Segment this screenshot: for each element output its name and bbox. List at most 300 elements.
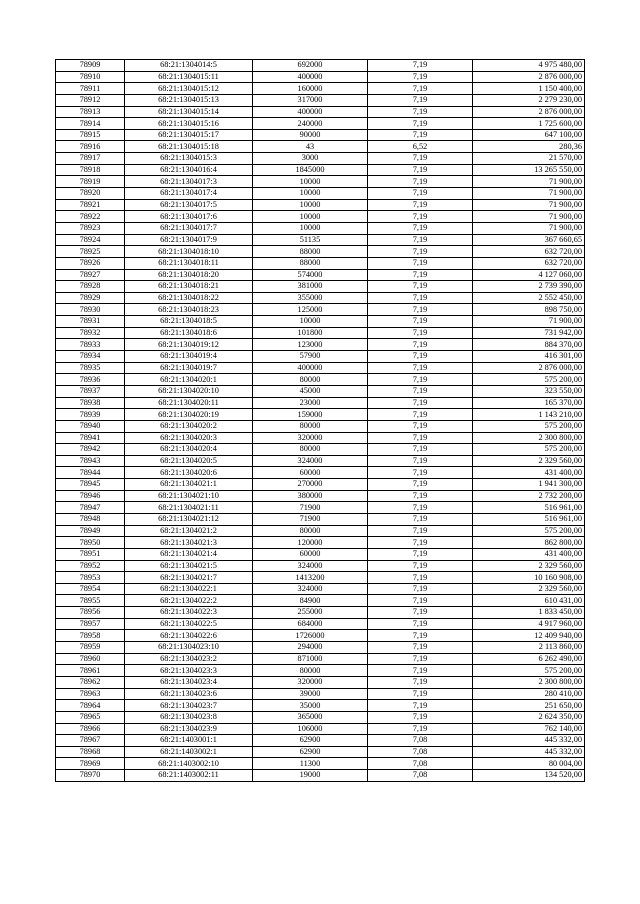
cadastral-number-cell: 68:21:1304020:10 bbox=[125, 385, 253, 397]
row-number-cell: 78956 bbox=[56, 607, 125, 619]
cadastral-number-cell: 68:21:1304017:6 bbox=[125, 211, 253, 223]
table-row bbox=[56, 141, 585, 153]
cadastral-number-cell: 68:21:1403002:10 bbox=[125, 758, 253, 770]
area-cell: 35000 bbox=[253, 700, 368, 712]
row-number-cell: 78936 bbox=[56, 374, 125, 386]
area-cell: 1413200 bbox=[253, 572, 368, 584]
cadastral-value-cell: 1 150 400,00 bbox=[473, 83, 585, 95]
cadastral-value-cell: 12 409 940,00 bbox=[473, 630, 585, 642]
area-cell: 684000 bbox=[253, 618, 368, 630]
row-number-cell: 78940 bbox=[56, 420, 125, 432]
rate-cell: 7,19 bbox=[368, 525, 473, 537]
table-row bbox=[56, 676, 585, 688]
row-number-cell: 78970 bbox=[56, 770, 125, 782]
row-number-cell: 78966 bbox=[56, 723, 125, 735]
cadastral-value-cell: 647 100,00 bbox=[473, 129, 585, 141]
table-row bbox=[56, 642, 585, 654]
row-number-cell: 78967 bbox=[56, 735, 125, 747]
row-number-cell: 78918 bbox=[56, 164, 125, 176]
table-row bbox=[56, 304, 585, 316]
rate-cell: 7,19 bbox=[368, 630, 473, 642]
cadastral-value-cell: 2 279 230,00 bbox=[473, 94, 585, 106]
cadastral-value-cell: 251 650,00 bbox=[473, 700, 585, 712]
row-number-cell: 78964 bbox=[56, 700, 125, 712]
cadastral-number-cell: 68:21:1304019:7 bbox=[125, 362, 253, 374]
table-row bbox=[56, 339, 585, 351]
cadastral-value-cell: 10 160 908,00 bbox=[473, 572, 585, 584]
table-row bbox=[56, 537, 585, 549]
cadastral-value-cell: 71 900,00 bbox=[473, 211, 585, 223]
area-cell: 270000 bbox=[253, 479, 368, 491]
cadastral-value-cell: 632 720,00 bbox=[473, 246, 585, 258]
rate-cell: 7,19 bbox=[368, 432, 473, 444]
rate-cell: 7,19 bbox=[368, 700, 473, 712]
rate-cell: 7,19 bbox=[368, 188, 473, 200]
table-row bbox=[56, 246, 585, 258]
table-row bbox=[56, 572, 585, 584]
area-cell: 43 bbox=[253, 141, 368, 153]
table-row bbox=[56, 630, 585, 642]
cadastral-value-cell: 431 400,00 bbox=[473, 467, 585, 479]
cadastral-value-cell: 4 975 480,00 bbox=[473, 60, 585, 72]
table-row bbox=[56, 351, 585, 363]
area-cell: 255000 bbox=[253, 607, 368, 619]
area-cell: 1845000 bbox=[253, 164, 368, 176]
cadastral-number-cell: 68:21:1304023:9 bbox=[125, 723, 253, 735]
cadastral-value-cell: 367 660,65 bbox=[473, 234, 585, 246]
row-number-cell: 78959 bbox=[56, 642, 125, 654]
cadastral-number-cell: 68:21:1304020:6 bbox=[125, 467, 253, 479]
table-row bbox=[56, 292, 585, 304]
cadastral-number-cell: 68:21:1304015:3 bbox=[125, 153, 253, 165]
area-cell: 60000 bbox=[253, 467, 368, 479]
cadastral-value-table bbox=[55, 59, 585, 782]
table-row bbox=[56, 607, 585, 619]
cadastral-number-cell: 68:21:1304015:12 bbox=[125, 83, 253, 95]
row-number-cell: 78960 bbox=[56, 653, 125, 665]
table-row bbox=[56, 129, 585, 141]
rate-cell: 7,08 bbox=[368, 758, 473, 770]
row-number-cell: 78943 bbox=[56, 455, 125, 467]
rate-cell: 7,19 bbox=[368, 723, 473, 735]
row-number-cell: 78930 bbox=[56, 304, 125, 316]
table-row bbox=[56, 316, 585, 328]
row-number-cell: 78961 bbox=[56, 665, 125, 677]
table-row bbox=[56, 222, 585, 234]
cadastral-number-cell: 68:21:1304019:4 bbox=[125, 351, 253, 363]
cadastral-number-cell: 68:21:1304015:16 bbox=[125, 118, 253, 130]
rate-cell: 7,19 bbox=[368, 502, 473, 514]
cadastral-value-cell: 2 300 800,00 bbox=[473, 676, 585, 688]
area-cell: 320000 bbox=[253, 676, 368, 688]
cadastral-number-cell: 68:21:1304018:20 bbox=[125, 269, 253, 281]
row-number-cell: 78927 bbox=[56, 269, 125, 281]
table-row bbox=[56, 479, 585, 491]
table-row bbox=[56, 234, 585, 246]
cadastral-number-cell: 68:21:1304023:3 bbox=[125, 665, 253, 677]
area-cell: 400000 bbox=[253, 106, 368, 118]
cadastral-number-cell: 68:21:1304021:11 bbox=[125, 502, 253, 514]
rate-cell: 7,19 bbox=[368, 339, 473, 351]
area-cell: 400000 bbox=[253, 362, 368, 374]
row-number-cell: 78954 bbox=[56, 583, 125, 595]
area-cell: 62900 bbox=[253, 746, 368, 758]
rate-cell: 7,19 bbox=[368, 665, 473, 677]
area-cell: 23000 bbox=[253, 397, 368, 409]
table-row bbox=[56, 71, 585, 83]
cadastral-value-cell: 2 876 000,00 bbox=[473, 362, 585, 374]
table-row bbox=[56, 746, 585, 758]
cadastral-number-cell: 68:21:1304017:5 bbox=[125, 199, 253, 211]
area-cell: 60000 bbox=[253, 548, 368, 560]
rate-cell: 7,19 bbox=[368, 642, 473, 654]
rate-cell: 7,19 bbox=[368, 246, 473, 258]
rate-cell: 7,19 bbox=[368, 304, 473, 316]
row-number-cell: 78928 bbox=[56, 281, 125, 293]
cadastral-value-cell: 71 900,00 bbox=[473, 222, 585, 234]
cadastral-number-cell: 68:21:1304020:5 bbox=[125, 455, 253, 467]
rate-cell: 7,19 bbox=[368, 269, 473, 281]
row-number-cell: 78937 bbox=[56, 385, 125, 397]
cadastral-value-cell: 13 265 550,00 bbox=[473, 164, 585, 176]
table-row bbox=[56, 525, 585, 537]
cadastral-value-cell: 416 301,00 bbox=[473, 351, 585, 363]
table-row bbox=[56, 502, 585, 514]
rate-cell: 7,19 bbox=[368, 583, 473, 595]
cadastral-number-cell: 68:21:1304018:11 bbox=[125, 257, 253, 269]
rate-cell: 7,19 bbox=[368, 71, 473, 83]
cadastral-value-cell: 1 941 300,00 bbox=[473, 479, 585, 491]
area-cell: 106000 bbox=[253, 723, 368, 735]
row-number-cell: 78931 bbox=[56, 316, 125, 328]
row-number-cell: 78957 bbox=[56, 618, 125, 630]
row-number-cell: 78935 bbox=[56, 362, 125, 374]
table-row bbox=[56, 665, 585, 677]
row-number-cell: 78968 bbox=[56, 746, 125, 758]
area-cell: 3000 bbox=[253, 153, 368, 165]
cadastral-number-cell: 68:21:1304017:9 bbox=[125, 234, 253, 246]
row-number-cell: 78951 bbox=[56, 548, 125, 560]
cadastral-number-cell: 68:21:1304022:5 bbox=[125, 618, 253, 630]
area-cell: 320000 bbox=[253, 432, 368, 444]
table-row bbox=[56, 560, 585, 572]
rate-cell: 7,19 bbox=[368, 164, 473, 176]
cadastral-number-cell: 68:21:1304022:2 bbox=[125, 595, 253, 607]
table-row bbox=[56, 595, 585, 607]
cadastral-value-cell: 431 400,00 bbox=[473, 548, 585, 560]
area-cell: 10000 bbox=[253, 199, 368, 211]
row-number-cell: 78947 bbox=[56, 502, 125, 514]
table-row bbox=[56, 513, 585, 525]
row-number-cell: 78914 bbox=[56, 118, 125, 130]
table-row bbox=[56, 362, 585, 374]
area-cell: 365000 bbox=[253, 711, 368, 723]
rate-cell: 7,19 bbox=[368, 688, 473, 700]
table-row bbox=[56, 467, 585, 479]
rate-cell: 7,19 bbox=[368, 467, 473, 479]
row-number-cell: 78924 bbox=[56, 234, 125, 246]
cadastral-number-cell: 68:21:1304017:7 bbox=[125, 222, 253, 234]
row-number-cell: 78916 bbox=[56, 141, 125, 153]
cadastral-number-cell: 68:21:1304020:1 bbox=[125, 374, 253, 386]
area-cell: 324000 bbox=[253, 583, 368, 595]
cadastral-number-cell: 68:21:1304015:13 bbox=[125, 94, 253, 106]
cadastral-number-cell: 68:21:1304016:4 bbox=[125, 164, 253, 176]
rate-cell: 7,19 bbox=[368, 595, 473, 607]
cadastral-value-cell: 2 624 350,00 bbox=[473, 711, 585, 723]
table-row bbox=[56, 211, 585, 223]
table-row bbox=[56, 60, 585, 72]
row-number-cell: 78945 bbox=[56, 479, 125, 491]
cadastral-number-cell: 68:21:1304014:5 bbox=[125, 60, 253, 72]
cadastral-number-cell: 68:21:1304018:23 bbox=[125, 304, 253, 316]
row-number-cell: 78958 bbox=[56, 630, 125, 642]
table-row bbox=[56, 94, 585, 106]
row-number-cell: 78938 bbox=[56, 397, 125, 409]
rate-cell: 7,19 bbox=[368, 409, 473, 421]
area-cell: 80000 bbox=[253, 444, 368, 456]
table-row bbox=[56, 257, 585, 269]
area-cell: 71900 bbox=[253, 502, 368, 514]
table-row bbox=[56, 618, 585, 630]
rate-cell: 7,19 bbox=[368, 234, 473, 246]
area-cell: 125000 bbox=[253, 304, 368, 316]
cadastral-number-cell: 68:21:1304023:8 bbox=[125, 711, 253, 723]
row-number-cell: 78929 bbox=[56, 292, 125, 304]
row-number-cell: 78934 bbox=[56, 351, 125, 363]
cadastral-number-cell: 68:21:1304023:4 bbox=[125, 676, 253, 688]
row-number-cell: 78923 bbox=[56, 222, 125, 234]
area-cell: 80000 bbox=[253, 374, 368, 386]
row-number-cell: 78939 bbox=[56, 409, 125, 421]
area-cell: 84900 bbox=[253, 595, 368, 607]
table-row bbox=[56, 397, 585, 409]
rate-cell: 7,19 bbox=[368, 94, 473, 106]
rate-cell: 7,19 bbox=[368, 199, 473, 211]
rate-cell: 7,19 bbox=[368, 560, 473, 572]
cadastral-number-cell: 68:21:1304018:10 bbox=[125, 246, 253, 258]
cadastral-value-cell: 610 431,00 bbox=[473, 595, 585, 607]
rate-cell: 7,19 bbox=[368, 292, 473, 304]
area-cell: 380000 bbox=[253, 490, 368, 502]
cadastral-number-cell: 68:21:1304018:6 bbox=[125, 327, 253, 339]
rate-cell: 7,19 bbox=[368, 327, 473, 339]
cadastral-value-cell: 1 725 600,00 bbox=[473, 118, 585, 130]
cadastral-number-cell: 68:21:1304023:10 bbox=[125, 642, 253, 654]
rate-cell: 7,19 bbox=[368, 129, 473, 141]
row-number-cell: 78917 bbox=[56, 153, 125, 165]
cadastral-number-cell: 68:21:1304023:2 bbox=[125, 653, 253, 665]
table-row bbox=[56, 688, 585, 700]
cadastral-value-cell: 731 942,00 bbox=[473, 327, 585, 339]
cadastral-number-cell: 68:21:1304022:6 bbox=[125, 630, 253, 642]
area-cell: 10000 bbox=[253, 188, 368, 200]
row-number-cell: 78962 bbox=[56, 676, 125, 688]
table-row bbox=[56, 164, 585, 176]
cadastral-value-cell: 165 370,00 bbox=[473, 397, 585, 409]
table-row bbox=[56, 385, 585, 397]
cadastral-number-cell: 68:21:1304015:14 bbox=[125, 106, 253, 118]
table-row bbox=[56, 653, 585, 665]
table-row bbox=[56, 735, 585, 747]
area-cell: 10000 bbox=[253, 316, 368, 328]
rate-cell: 7,19 bbox=[368, 118, 473, 130]
area-cell: 10000 bbox=[253, 211, 368, 223]
table-row bbox=[56, 548, 585, 560]
area-cell: 90000 bbox=[253, 129, 368, 141]
cadastral-number-cell: 68:21:1304021:4 bbox=[125, 548, 253, 560]
table-row bbox=[56, 490, 585, 502]
area-cell: 324000 bbox=[253, 455, 368, 467]
rate-cell: 7,19 bbox=[368, 607, 473, 619]
rate-cell: 7,19 bbox=[368, 316, 473, 328]
area-cell: 355000 bbox=[253, 292, 368, 304]
cadastral-value-cell: 80 004,00 bbox=[473, 758, 585, 770]
rate-cell: 7,19 bbox=[368, 211, 473, 223]
cadastral-number-cell: 68:21:1304023:6 bbox=[125, 688, 253, 700]
cadastral-value-cell: 2 329 560,00 bbox=[473, 560, 585, 572]
area-cell: 317000 bbox=[253, 94, 368, 106]
table-row bbox=[56, 420, 585, 432]
cadastral-number-cell: 68:21:1304020:19 bbox=[125, 409, 253, 421]
rate-cell: 7,19 bbox=[368, 444, 473, 456]
cadastral-value-cell: 1 833 450,00 bbox=[473, 607, 585, 619]
cadastral-number-cell: 68:21:1304018:22 bbox=[125, 292, 253, 304]
row-number-cell: 78910 bbox=[56, 71, 125, 83]
row-number-cell: 78952 bbox=[56, 560, 125, 572]
area-cell: 871000 bbox=[253, 653, 368, 665]
row-number-cell: 78926 bbox=[56, 257, 125, 269]
area-cell: 80000 bbox=[253, 665, 368, 677]
area-cell: 80000 bbox=[253, 420, 368, 432]
rate-cell: 7,19 bbox=[368, 455, 473, 467]
row-number-cell: 78955 bbox=[56, 595, 125, 607]
cadastral-value-cell: 575 200,00 bbox=[473, 525, 585, 537]
row-number-cell: 78911 bbox=[56, 83, 125, 95]
area-cell: 120000 bbox=[253, 537, 368, 549]
rate-cell: 7,19 bbox=[368, 572, 473, 584]
table-row bbox=[56, 770, 585, 782]
cadastral-value-cell: 2 552 450,00 bbox=[473, 292, 585, 304]
table-body bbox=[56, 60, 585, 782]
cadastral-number-cell: 68:21:1304021:3 bbox=[125, 537, 253, 549]
table-row bbox=[56, 83, 585, 95]
row-number-cell: 78946 bbox=[56, 490, 125, 502]
rate-cell: 7,19 bbox=[368, 106, 473, 118]
cadastral-value-cell: 280 410,00 bbox=[473, 688, 585, 700]
cadastral-number-cell: 68:21:1304020:2 bbox=[125, 420, 253, 432]
rate-cell: 7,19 bbox=[368, 479, 473, 491]
rate-cell: 7,19 bbox=[368, 176, 473, 188]
table-row bbox=[56, 327, 585, 339]
row-number-cell: 78921 bbox=[56, 199, 125, 211]
rate-cell: 7,19 bbox=[368, 420, 473, 432]
cadastral-number-cell: 68:21:1304021:5 bbox=[125, 560, 253, 572]
area-cell: 80000 bbox=[253, 525, 368, 537]
area-cell: 10000 bbox=[253, 222, 368, 234]
table-row bbox=[56, 455, 585, 467]
rate-cell: 7,19 bbox=[368, 222, 473, 234]
area-cell: 62900 bbox=[253, 735, 368, 747]
cadastral-value-cell: 71 900,00 bbox=[473, 199, 585, 211]
area-cell: 11300 bbox=[253, 758, 368, 770]
cadastral-value-cell: 575 200,00 bbox=[473, 420, 585, 432]
rate-cell: 7,19 bbox=[368, 257, 473, 269]
row-number-cell: 78963 bbox=[56, 688, 125, 700]
cadastral-number-cell: 68:21:1304021:2 bbox=[125, 525, 253, 537]
rate-cell: 7,19 bbox=[368, 397, 473, 409]
area-cell: 324000 bbox=[253, 560, 368, 572]
cadastral-value-cell: 134 520,00 bbox=[473, 770, 585, 782]
rate-cell: 6,52 bbox=[368, 141, 473, 153]
cadastral-value-cell: 575 200,00 bbox=[473, 665, 585, 677]
table-row bbox=[56, 711, 585, 723]
cadastral-number-cell: 68:21:1403002:1 bbox=[125, 746, 253, 758]
cadastral-value-cell: 762 140,00 bbox=[473, 723, 585, 735]
row-number-cell: 78920 bbox=[56, 188, 125, 200]
row-number-cell: 78944 bbox=[56, 467, 125, 479]
area-cell: 71900 bbox=[253, 513, 368, 525]
cadastral-value-cell: 2 739 390,00 bbox=[473, 281, 585, 293]
cadastral-number-cell: 68:21:1304021:7 bbox=[125, 572, 253, 584]
cadastral-value-cell: 1 143 210,00 bbox=[473, 409, 585, 421]
area-cell: 19000 bbox=[253, 770, 368, 782]
cadastral-number-cell: 68:21:1304022:1 bbox=[125, 583, 253, 595]
area-cell: 400000 bbox=[253, 71, 368, 83]
area-cell: 57900 bbox=[253, 351, 368, 363]
cadastral-value-cell: 2 113 860,00 bbox=[473, 642, 585, 654]
rate-cell: 7,08 bbox=[368, 770, 473, 782]
table-row bbox=[56, 153, 585, 165]
cadastral-value-cell: 884 370,00 bbox=[473, 339, 585, 351]
cadastral-value-cell: 516 961,00 bbox=[473, 513, 585, 525]
cadastral-number-cell: 68:21:1304015:11 bbox=[125, 71, 253, 83]
rate-cell: 7,19 bbox=[368, 711, 473, 723]
table-row bbox=[56, 409, 585, 421]
row-number-cell: 78953 bbox=[56, 572, 125, 584]
cadastral-value-cell: 2 329 560,00 bbox=[473, 583, 585, 595]
area-cell: 160000 bbox=[253, 83, 368, 95]
area-cell: 1726000 bbox=[253, 630, 368, 642]
row-number-cell: 78965 bbox=[56, 711, 125, 723]
cadastral-value-cell: 4 127 060,00 bbox=[473, 269, 585, 281]
cadastral-value-cell: 898 750,00 bbox=[473, 304, 585, 316]
table-row bbox=[56, 583, 585, 595]
row-number-cell: 78919 bbox=[56, 176, 125, 188]
area-cell: 10000 bbox=[253, 176, 368, 188]
cadastral-number-cell: 68:21:1304023:7 bbox=[125, 700, 253, 712]
rate-cell: 7,19 bbox=[368, 374, 473, 386]
row-number-cell: 78933 bbox=[56, 339, 125, 351]
cadastral-value-cell: 632 720,00 bbox=[473, 257, 585, 269]
table-row bbox=[56, 444, 585, 456]
rate-cell: 7,19 bbox=[368, 618, 473, 630]
cadastral-value-cell: 2 876 000,00 bbox=[473, 71, 585, 83]
table-row bbox=[56, 700, 585, 712]
cadastral-number-cell: 68:21:1304021:1 bbox=[125, 479, 253, 491]
row-number-cell: 78948 bbox=[56, 513, 125, 525]
cadastral-number-cell: 68:21:1304021:10 bbox=[125, 490, 253, 502]
table-row bbox=[56, 176, 585, 188]
cadastral-value-cell: 2 876 000,00 bbox=[473, 106, 585, 118]
cadastral-value-cell: 516 961,00 bbox=[473, 502, 585, 514]
cadastral-value-cell: 21 570,00 bbox=[473, 153, 585, 165]
area-cell: 88000 bbox=[253, 246, 368, 258]
cadastral-number-cell: 68:21:1304021:12 bbox=[125, 513, 253, 525]
cadastral-number-cell: 68:21:1304017:4 bbox=[125, 188, 253, 200]
table-row bbox=[56, 281, 585, 293]
area-cell: 88000 bbox=[253, 257, 368, 269]
